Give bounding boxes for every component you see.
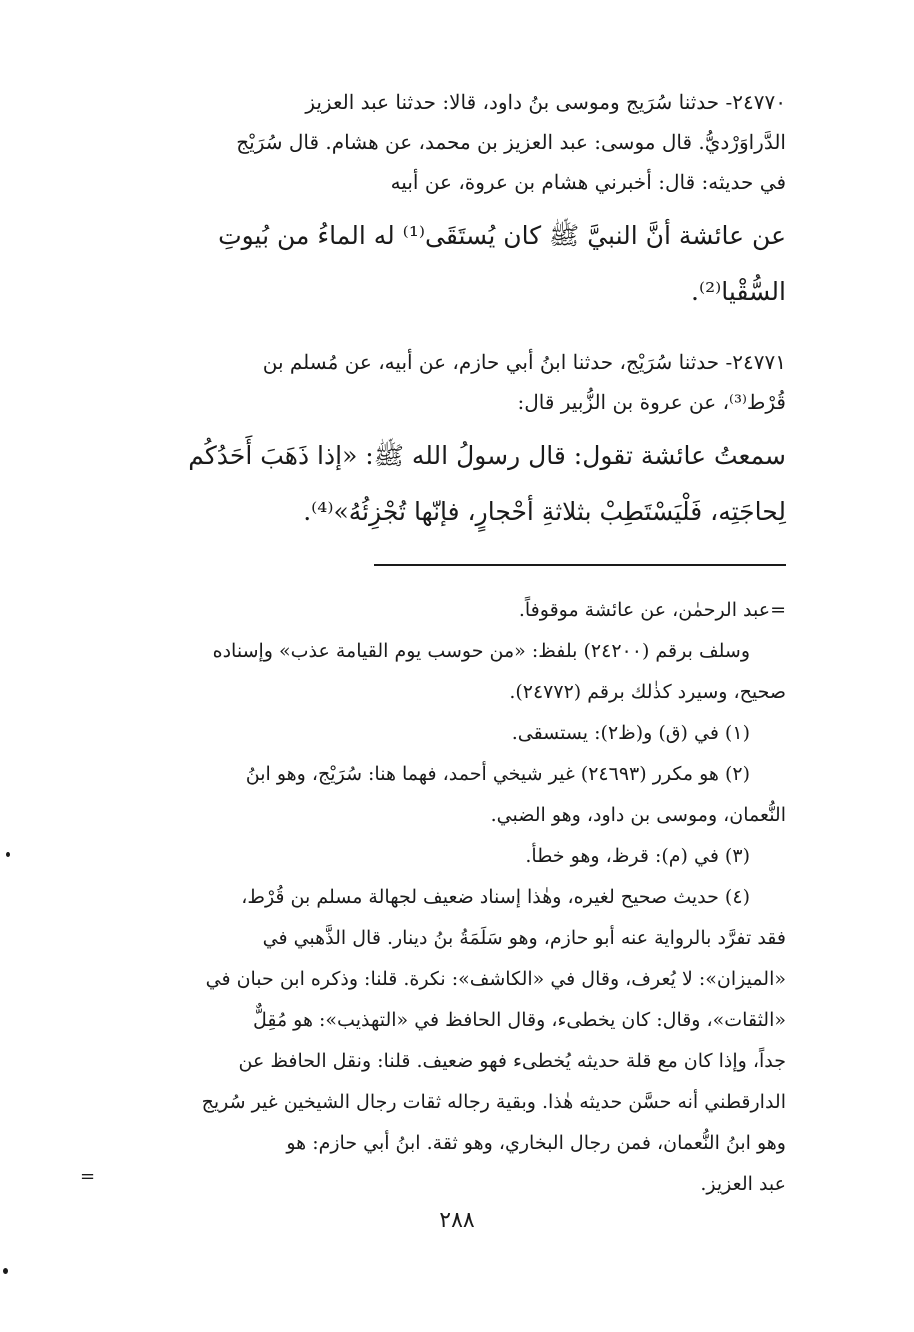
scan-speck <box>3 1268 8 1274</box>
page-number: ٢٨٨ <box>439 1208 475 1233</box>
footnote-line: «الثقات»، وقال: كان يخطىء، وقال الحافظ في «التهذيب»: هو مُقِلٌّ <box>252 1009 786 1031</box>
footnotes <box>82 590 786 1205</box>
footnote-3: (٣) في (م): قرظ، وهو خطأ. <box>525 845 750 867</box>
footnote-divider <box>374 564 786 566</box>
hadith-text-line: لِحاجَتِه، فَلْيَسْتَطِبْ بثلاثةِ أحْجارٍ، فإنّها تُجْزِئُهُ»⁽⁴⁾. <box>303 497 786 526</box>
spacer <box>82 320 786 342</box>
hadith-24770 <box>82 82 786 320</box>
hadith-24771 <box>82 342 786 540</box>
scan-speck <box>6 852 10 857</box>
hadith-text-line: السُّقْيا⁽²⁾. <box>691 277 786 306</box>
page-body <box>82 82 786 1205</box>
hadith-text-line: سمعتُ عائشة تقول: قال رسولُ الله ﷺ: «إذا ذَهَبَ أَحَدُكُم <box>188 441 786 470</box>
hadith-chain-line: ٢٤٧٧١- حدثنا سُرَيْج، حدثنا ابنُ أبي حازم، عن أبيه، عن مُسلم بن <box>262 350 786 374</box>
hadith-text-line: عن عائشة أنَّ النبيَّ ﷺ كان يُستَقَى⁽¹⁾ له الماءُ من بُيوتِ <box>218 221 786 250</box>
footnote-line: جداً، وإذا كان مع قلة حديثه يُخطىء فهو ضعيف. قلنا: ونقل الحافظ عن <box>238 1050 786 1072</box>
hadith-chain-line: قُرْط⁽³⁾، عن عروة بن الزُّبير قال: <box>517 390 786 414</box>
footnote-2: (٢) هو مكرر (٢٤٦٩٣) غير شيخي أحمد، فهما هنا: سُرَيْج، وهو ابنُ <box>245 763 750 785</box>
hadith-chain-line: في حديثه: قال: أخبرني هشام بن عروة، عن أبيه <box>390 170 786 194</box>
hadith-chain-line: الدَّراوَرْديُّ. قال موسى: عبد العزيز بن محمد، عن هشام. قال سُرَيْج <box>236 130 786 154</box>
footnote-line: وسلف برقم (٢٤٢٠٠) بلفظ: «من حوسب يوم القيامة عذب» وإسناده <box>212 640 750 662</box>
footnote-line: صحيح، وسيرد كذٰلك برقم (٢٤٧٧٢). <box>509 681 786 703</box>
footnote-line: النُّعمان، وموسى بن داود، وهو الضبي. <box>490 804 786 826</box>
continuation-mark: = <box>80 1166 96 1187</box>
footnote-4: (٤) حديث صحيح لغيره، وهٰذا إسناد ضعيف لجهالة مسلم بن قُرْط، <box>241 886 750 908</box>
footnote-1: (١) في (ق) و(ظ٢): يستسقى. <box>511 722 750 744</box>
footnote-line: عبد العزيز. <box>700 1173 786 1195</box>
footnote-line: وهو ابنُ النُّعمان، فمن رجال البخاري، وهو ثقة. ابنُ أبي حازم: هو <box>286 1132 786 1154</box>
footnote-line: «الميزان»: لا يُعرف، وقال في «الكاشف»: نكرة. قلنا: وذكره ابن حبان في <box>205 968 786 990</box>
footnote-line: فقد تفرَّد بالرواية عنه أبو حازم، وهو سَلَمَةُ بنُ دينار. قال الذَّهبي في <box>262 927 786 949</box>
footnote-line: الدارقطني أنه حسَّن حديثه هٰذا. وبقية رجاله ثقات رجال الشيخين غير سُريج <box>201 1091 786 1113</box>
footnote-line: =عبد الرحمٰن، عن عائشة موقوفاً. <box>518 599 786 621</box>
hadith-chain-line: ٢٤٧٧٠- حدثنا سُرَيج وموسى بنُ داود، قالا: حدثنا عبد العزيز <box>305 90 786 114</box>
